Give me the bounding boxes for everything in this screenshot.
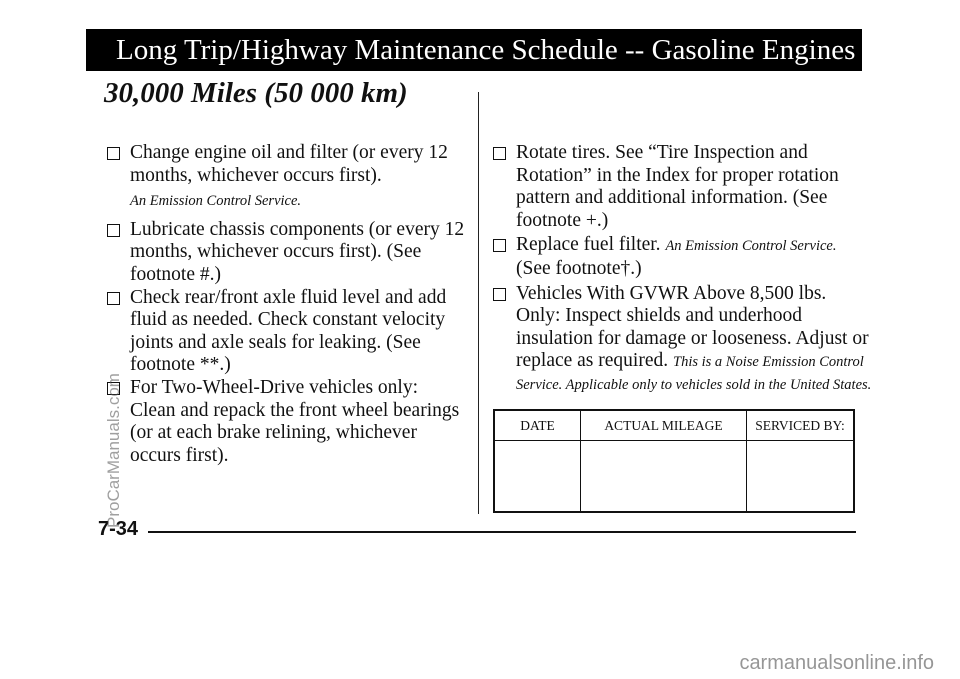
banner-title: Long Trip/Highway Maintenance Schedule -- Gasoline Engines bbox=[116, 34, 856, 66]
record-column-serviced-by bbox=[747, 411, 853, 511]
service-note: This is a Noise Emission Control Service. Applicable only to vehicles sold in the United States. bbox=[516, 354, 872, 394]
checklist-item-fuel-filter bbox=[492, 234, 872, 280]
item-text: Check rear/front axle fluid level and add fluid as needed. Check constant velocity joints and axle seals for leaking. (See footnote **.) bbox=[130, 286, 447, 376]
checklist-item-tires bbox=[492, 142, 872, 232]
service-record-table bbox=[493, 409, 855, 513]
footer-rule bbox=[148, 531, 856, 533]
checkbox-icon[interactable] bbox=[493, 239, 506, 252]
column-divider bbox=[478, 92, 479, 514]
checklist-item-shields bbox=[492, 283, 872, 397]
record-header: DATE bbox=[495, 411, 580, 441]
checkbox-icon[interactable] bbox=[107, 224, 120, 237]
checklist-item-bearings bbox=[106, 377, 468, 467]
left-column bbox=[106, 142, 468, 467]
watermark-text: ProCarManuals.com bbox=[104, 373, 123, 528]
page-number: 7-34 bbox=[98, 518, 139, 540]
service-note: An Emission Control Service. bbox=[665, 238, 837, 255]
item-text: For Two-Wheel-Drive vehicles only: Clean and repack the front wheel bearings (or at each brake relining, whichever occurs first). bbox=[130, 376, 460, 466]
item-text: Replace fuel filter. bbox=[516, 234, 661, 256]
item-text: Rotate tires. See “Tire Inspection and Rotation” in the Index for proper rotation pattern and additional information. (See footnote +.) bbox=[516, 142, 839, 231]
checklist-item-chassis bbox=[106, 219, 468, 287]
record-header: ACTUAL MILEAGE bbox=[581, 411, 746, 441]
side-watermark bbox=[84, 168, 123, 528]
checklist-item-axle bbox=[106, 287, 468, 377]
service-note: An Emission Control Service. bbox=[130, 193, 302, 210]
item-text: Lubricate chassis components (or every 12 months, whichever occurs first). (See footnote #.) bbox=[130, 218, 465, 285]
section-heading: 30,000 Miles (50 000 km) bbox=[104, 77, 408, 109]
checkbox-icon[interactable] bbox=[493, 288, 506, 301]
record-header: SERVICED BY: bbox=[747, 411, 853, 441]
record-column-mileage bbox=[581, 411, 747, 511]
checkbox-icon[interactable] bbox=[107, 292, 120, 305]
right-column bbox=[492, 142, 872, 396]
item-text: Change engine oil and filter (or every 12 months, whichever occurs first). bbox=[130, 142, 448, 186]
item-text: Vehicles With GVWR Above 8,500 lbs. Only: Inspect shields and underhood insulation for damage or looseness. Adjust or replace as required. bbox=[516, 282, 869, 372]
checklist-item-oil bbox=[106, 142, 468, 187]
bottom-watermark: carmanualsonline.info bbox=[739, 652, 934, 674]
page-banner bbox=[86, 29, 862, 71]
record-column-date bbox=[495, 411, 581, 511]
checkbox-icon[interactable] bbox=[107, 147, 120, 160]
item-text: (See footnote†.) bbox=[516, 257, 642, 279]
checkbox-icon[interactable] bbox=[493, 147, 506, 160]
